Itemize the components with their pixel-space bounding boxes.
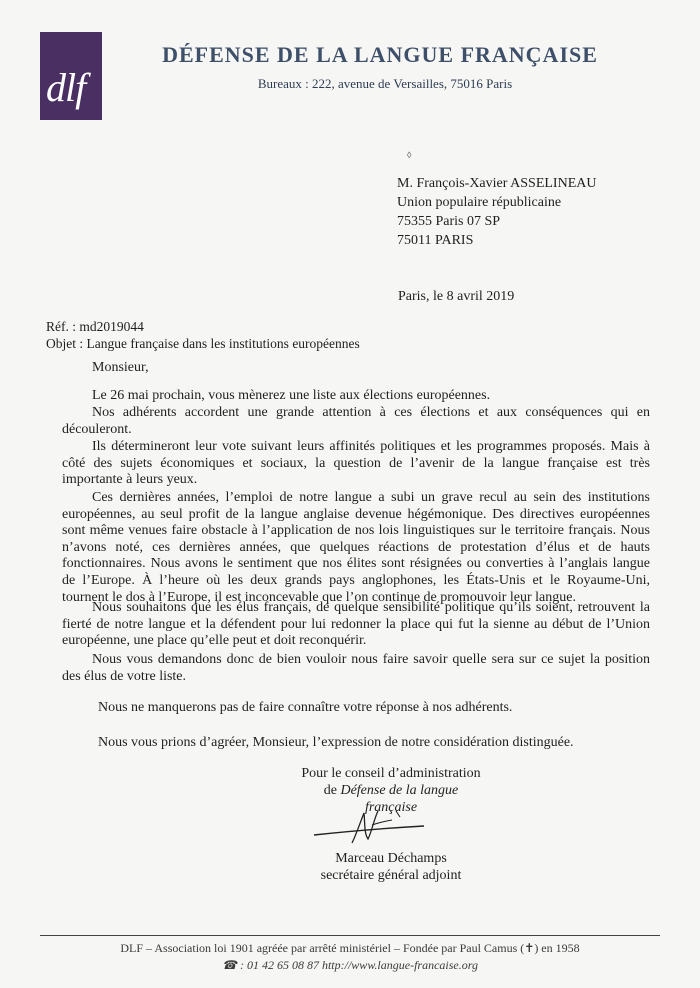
closing-formula: Nous vous prions d’agréer, Monsieur, l’expression de notre considération distinguée.: [98, 735, 574, 750]
paragraph-line: Ils détermineront leur vote suivant leurs affinités politiques et les programmes proposés. Mais à: [92, 439, 650, 454]
paragraph-line: importante à leurs yeux.: [62, 472, 198, 488]
paragraph-line: des élus de votre liste.: [62, 668, 187, 684]
paragraph-line: de l’Europe. À l’heure où les deux grands pays anglophones, les États-Unis et le Royaume-Uni,: [62, 572, 650, 588]
paragraph-3: [62, 439, 650, 489]
paragraph-line: fierté de notre langue et la défendent pour lui redonner la place qui fut la sienne au début de l’Union: [62, 616, 650, 632]
paragraph-5: [62, 600, 650, 650]
logo-text: dlf: [46, 65, 86, 110]
paragraph-line: découleront.: [62, 421, 132, 437]
paragraph-line: côté des sujets économiques et sociaux, la question de l’avenir de la langue française est très: [62, 455, 650, 471]
paragraph-line: Nos adhérents accordent une grande attention à ces élections et aux conséquences qui en: [92, 405, 650, 420]
paragraph-line: Le 26 mai prochain, vous mènerez une liste aux élections européennes.: [92, 388, 491, 403]
handwritten-signature: [312, 805, 432, 849]
paragraph-line: européennes, au seul profit de la langue anglaise devenue hégémonique. Des directives européennes: [62, 506, 650, 522]
reference-block: [46, 318, 360, 352]
paragraph-1: [92, 388, 650, 405]
footer-contact: ☎ : 01 42 65 08 87 http://www.langue-francaise.org: [222, 958, 478, 972]
recipient-organization: Union populaire républicaine: [397, 195, 562, 210]
organization-address: Bureaux : 222, avenue de Versailles, 75016 Paris: [257, 76, 513, 91]
paragraph-line: Ces dernières années, l’emploi de notre langue a subi un grave recul au sein des institutions: [92, 490, 650, 505]
paragraph-6: [62, 652, 650, 685]
paragraph-4: [62, 490, 650, 606]
paragraph-line: européenne, une place qu’elle peut et doit reconquérir.: [62, 633, 367, 649]
recipient-name: M. François-Xavier ASSELINEAU: [397, 176, 597, 191]
reference-number: Réf. : md2019044: [46, 319, 144, 334]
signatory-organization: Défense de la langue française: [340, 783, 459, 815]
paragraph-line: fonctionnaires. Nous avons le sentiment que nos élites sont résignées ou converties à l’anglais langue: [62, 556, 650, 572]
diamond-mark-icon: ◊: [407, 150, 412, 160]
signatory-prefix: de: [323, 783, 341, 798]
footer-association-info: DLF – Association loi 1901 agréée par arrêté ministériel – Fondée par Paul Camus (✝) en 1958: [120, 941, 580, 955]
organization-title: DÉFENSE DE LA LANGUE FRANÇAISE: [162, 42, 598, 67]
recipient-block: [397, 174, 596, 250]
salutation: Monsieur,: [92, 360, 149, 375]
signatory-details: [296, 850, 486, 884]
letter-date: Paris, le 8 avril 2019: [398, 289, 515, 304]
signatory-role: secrétaire général adjoint: [320, 868, 462, 883]
signatory-line-1: Pour le conseil d’administration: [301, 766, 481, 781]
paragraph-2: [62, 405, 650, 438]
recipient-city: 75011 PARIS: [397, 233, 474, 248]
paragraph-line: tournent le dos à l’Europe, il est inconcevable que l’on continue de promouvoir leur langue.: [62, 589, 576, 605]
paragraph-7: Nous ne manquerons pas de faire connaître votre réponse à nos adhérents.: [98, 700, 513, 715]
letter-subject: Objet : Langue française dans les institutions européennes: [46, 336, 360, 351]
footer-divider: [40, 935, 660, 936]
paragraph-line: Nous souhaitons que les élus français, de quelque sensibilité politique qu’ils soient, retrouvent la: [92, 600, 650, 615]
signatory-name: Marceau Déchamps: [335, 851, 447, 866]
paragraph-line: sont même venues faire obstacle à l’application de nos lois linguistiques sur le territoire français. Nous: [62, 523, 650, 539]
paragraph-line: Nous vous demandons donc de bien vouloir nous faire savoir quelle sera sur ce sujet la position: [92, 652, 650, 667]
recipient-address-line: 75355 Paris 07 SP: [397, 214, 501, 229]
paragraph-line: n’avons noté, ces dernières années, que quelques réactions de protestation d’élus et de hauts: [62, 539, 650, 555]
